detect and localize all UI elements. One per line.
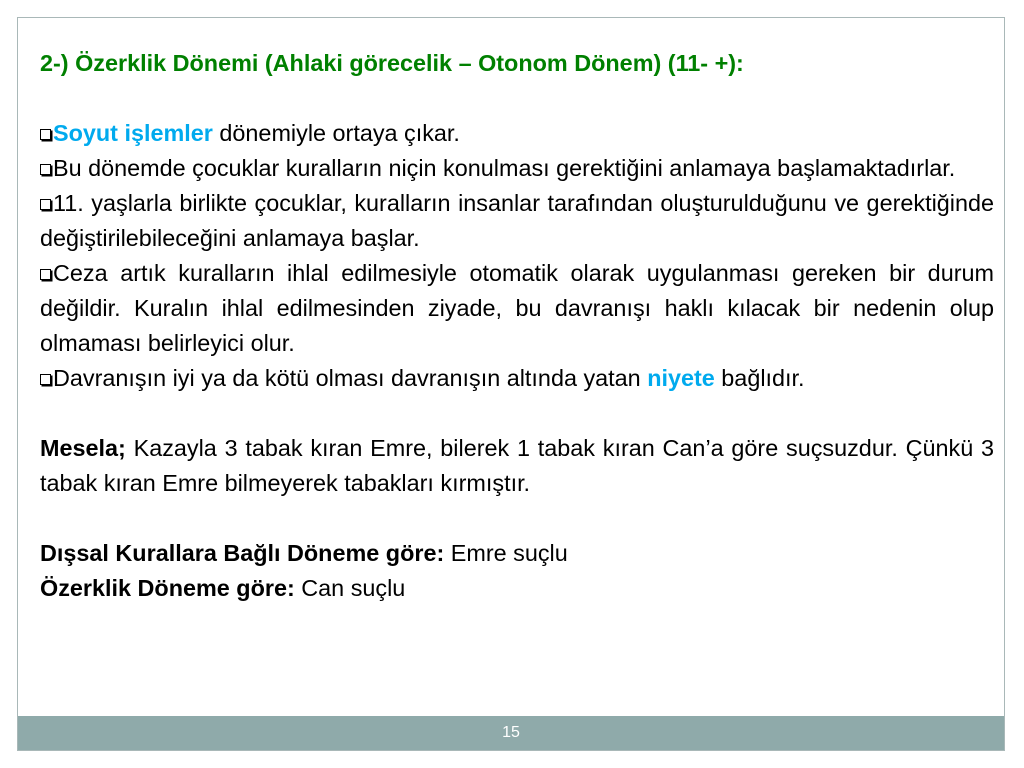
bullet-text-after: bağlıdır. [714, 365, 805, 391]
example-label: Mesela; [40, 435, 126, 461]
checkbox-bullet-icon [40, 374, 51, 385]
bullet-text: Ceza artık kuralların ihlal edilmesiyle otomatik olarak uygulanması gereken bir durum değildir. Kuralın ihlal edilmesinden ziyade, bu davranışı haklı kılacak bir nedenin olup olmaması belirleyici olur. [40, 260, 994, 356]
checkbox-bullet-icon [40, 269, 51, 280]
conclusion-label: Dışsal Kurallara Bağlı Döneme göre: [40, 540, 445, 566]
conclusion-line-2 [40, 571, 994, 606]
checkbox-bullet-icon [40, 129, 51, 140]
highlight-term: niyete [647, 365, 715, 391]
slide-content [40, 46, 994, 606]
conclusion-label: Özerklik Döneme göre: [40, 575, 295, 601]
slide-title: 2-) Özerklik Dönemi (Ahlaki görecelik – Otonom Dönem) (11- +): [40, 50, 744, 76]
example-text: Kazayla 3 tabak kıran Emre, bilerek 1 tabak kıran Can’a göre suçsuzdur. Çünkü 3 tabak kıran Emre bilmeyerek tabakları kırmıştır. [40, 435, 994, 496]
bullet-item-3 [40, 186, 994, 256]
conclusion-value: Can suçlu [294, 575, 406, 601]
page-number: 15 [502, 724, 520, 741]
bullet-text: Bu dönemde çocuklar kuralların niçin konulması gerektiğini anlamaya başlamaktadırlar. [53, 155, 956, 181]
highlight-term: Soyut işlemler [53, 120, 213, 146]
bullet-item-4 [40, 256, 994, 361]
checkbox-bullet-icon [40, 164, 51, 175]
checkbox-bullet-icon [40, 199, 51, 210]
bullet-item-2 [40, 151, 994, 186]
footer-bar [18, 716, 1004, 750]
bullet-item-1 [40, 116, 994, 151]
bullet-item-5 [40, 361, 994, 396]
bullet-text: Davranışın iyi ya da kötü olması davranışın altında yatan [53, 365, 648, 391]
conclusion-value: Emre suçlu [444, 540, 568, 566]
spacer [40, 81, 994, 116]
spacer [40, 396, 994, 431]
example-paragraph [40, 431, 994, 501]
bullet-text: dönemiyle ortaya çıkar. [212, 120, 460, 146]
spacer [40, 501, 994, 536]
slide-frame [17, 17, 1005, 751]
conclusion-line-1 [40, 536, 994, 571]
bullet-text: 11. yaşlarla birlikte çocuklar, kuralların insanlar tarafından oluşturulduğunu ve gerektiğinde değiştirilebileceğini anlamaya başlar. [40, 190, 994, 251]
